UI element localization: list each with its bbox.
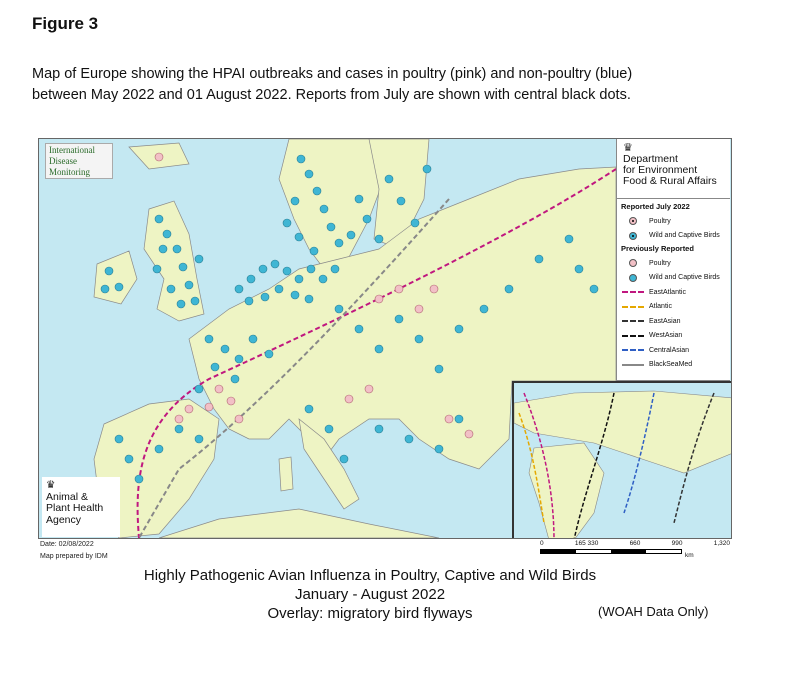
world-flyways-inset-map: [512, 381, 732, 539]
scale-tick: 990: [671, 540, 683, 547]
map-title-line-2: January - August 2022: [294, 586, 446, 603]
flyway-line-icon: [622, 291, 644, 293]
legend-heading-reported: Reported July 2022: [621, 202, 690, 211]
legend-row-previous-wild: [621, 271, 726, 286]
caption-line-2: between May 2022 and 01 August 2022. Reports from July are shown with central black dots.: [32, 87, 631, 103]
flyway-line-icon: [622, 306, 644, 308]
caption-line-1: Map of Europe showing the HPAI outbreaks and cases in poultry (pink) and non-poultry (blue): [32, 66, 633, 82]
legend-label: Poultry: [649, 259, 671, 267]
legend-row-flyway: [621, 358, 726, 373]
map-title-line-1: Highly Pathogenic Avian Influenza in Poultry, Captive and Wild Birds: [143, 567, 597, 584]
wild-birds-july-icon: [629, 232, 637, 240]
legend-label: EastAsian: [649, 317, 681, 325]
legend-label: Atlantic: [649, 303, 672, 311]
idm-line-1: International: [49, 145, 95, 155]
legend-row-flyway: [621, 314, 726, 329]
legend-label: EastAtlantic: [649, 288, 686, 296]
figure-caption: [32, 64, 772, 106]
scale-tick: 165 330: [574, 540, 599, 547]
legend-row-flyway: [621, 300, 726, 315]
north-africa-land: [159, 509, 439, 538]
ireland-land: [94, 251, 137, 304]
legend-heading-previous: Previously Reported: [621, 244, 694, 253]
scale-unit: km: [685, 552, 694, 559]
legend-label: Wild and Captive Birds: [649, 274, 720, 282]
flyway-line-icon: [622, 349, 644, 351]
map-date: Date: 02/08/2022: [40, 541, 94, 548]
apha-line-1: Animal &: [46, 490, 89, 503]
sardinia-land: [279, 457, 293, 491]
inset-africa-land: [529, 443, 604, 539]
legend-label: WestAsian: [649, 332, 683, 340]
idm-line-2: Disease: [49, 156, 77, 166]
scale-tick: 1,320: [713, 540, 730, 547]
legend-row-previous-poultry: [621, 256, 726, 271]
legend-row-flyway: [621, 329, 726, 344]
defra-line-1: Department: [623, 153, 678, 165]
wild-birds-icon: [629, 274, 637, 282]
figure-label: Figure 3: [32, 14, 99, 33]
idm-logo: [45, 143, 113, 179]
apha-line-3: Agency: [46, 513, 82, 526]
apha-logo: [42, 477, 120, 537]
flyway-line-icon: [622, 364, 644, 366]
scale-tick: 660: [629, 540, 641, 547]
flyway-line-icon: [622, 335, 644, 337]
legend-label: Poultry: [649, 217, 671, 225]
legend-row-flyway: [621, 285, 726, 300]
woah-note: (WOAH Data Only): [598, 604, 709, 619]
idm-line-3: Monitoring: [49, 167, 91, 177]
scale-bar-graphic: [540, 549, 682, 554]
europe-map: [38, 138, 732, 539]
inset-canvas: [514, 383, 732, 539]
apha-crest-icon: ♛: [46, 479, 56, 491]
legend-label: BlackSeaMed: [649, 361, 693, 369]
map-title-line-3: Overlay: migratory bird flyways: [267, 605, 473, 622]
legend-label: CentralAsian: [649, 346, 690, 354]
map-title-block: [90, 566, 650, 623]
apha-line-2: Plant Health: [46, 502, 104, 514]
scale-bar: [540, 540, 730, 560]
defra-line-2: for Environment: [623, 164, 698, 176]
poultry-icon: [629, 259, 637, 267]
poultry-july-icon: [629, 217, 637, 225]
scale-tick: 0: [540, 540, 544, 547]
royal-crest-icon: ♛: [623, 142, 633, 154]
flyway-line-icon: [622, 320, 644, 322]
legend-row-flyway: [621, 343, 726, 358]
defra-logo: [616, 139, 730, 199]
defra-line-3: Food & Rural Affairs: [623, 175, 717, 187]
legend-label: Wild and Captive Birds: [649, 232, 720, 240]
legend-row-reported-wild: [621, 229, 726, 244]
legend-row-reported-poultry: [621, 214, 726, 229]
map-legend: [616, 199, 730, 381]
map-prepared-by: Map prepared by IDM: [40, 553, 108, 560]
